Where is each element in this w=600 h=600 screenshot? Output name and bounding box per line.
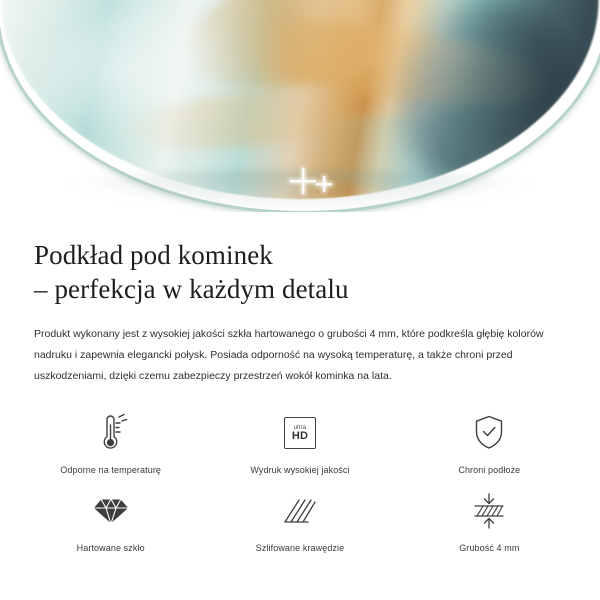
feature-item-temperature xyxy=(16,411,205,475)
feature-grid xyxy=(0,411,600,553)
page-title xyxy=(34,238,566,306)
feature-label: Hartowane szkło xyxy=(76,543,145,553)
feature-item-print-quality xyxy=(205,411,394,475)
hero-image xyxy=(0,0,600,212)
thermometer-icon xyxy=(94,411,128,455)
feature-item-surface-protection xyxy=(395,411,584,475)
headline-line-1: Podkład pod kominek xyxy=(34,240,273,270)
description-paragraph: Produkt wykonany jest z wysokiej jakości szkła hartowanego o grubości 4 mm, które podkreśla głębię kolorów nadruku i zapewnia elegancki połysk. Posiada odporność na wysoką temperaturę, a także chroni przed uszkodzeniami, dzięki czemu zabezpieczy przestrzeń wokół kominka na lata. xyxy=(34,328,544,382)
text-content xyxy=(0,212,600,387)
feature-label: Szlifowane krawędzie xyxy=(255,543,345,553)
polished-edges-icon xyxy=(282,489,318,533)
feature-label: Chroni podłoże xyxy=(458,465,521,475)
shield-check-icon xyxy=(472,411,506,455)
headline-line-2: – perfekcja w każdym detalu xyxy=(34,274,349,304)
ultra-hd-icon xyxy=(284,411,316,455)
feature-item-thickness xyxy=(395,489,584,553)
feature-label: Odporne na temperaturę xyxy=(60,465,162,475)
feature-label: Wydruk wysokiej jakości xyxy=(250,465,350,475)
dark-marble-area xyxy=(400,0,580,200)
ultra-hd-top-text: ultra xyxy=(293,424,307,431)
thickness-arrows-icon xyxy=(470,489,508,533)
feature-label: Grubość 4 mm xyxy=(459,543,520,553)
feature-item-polished-edges xyxy=(205,489,394,553)
diamond-icon xyxy=(92,489,130,533)
ultra-hd-bottom-text: HD xyxy=(291,429,309,442)
feature-item-tempered-glass xyxy=(16,489,205,553)
